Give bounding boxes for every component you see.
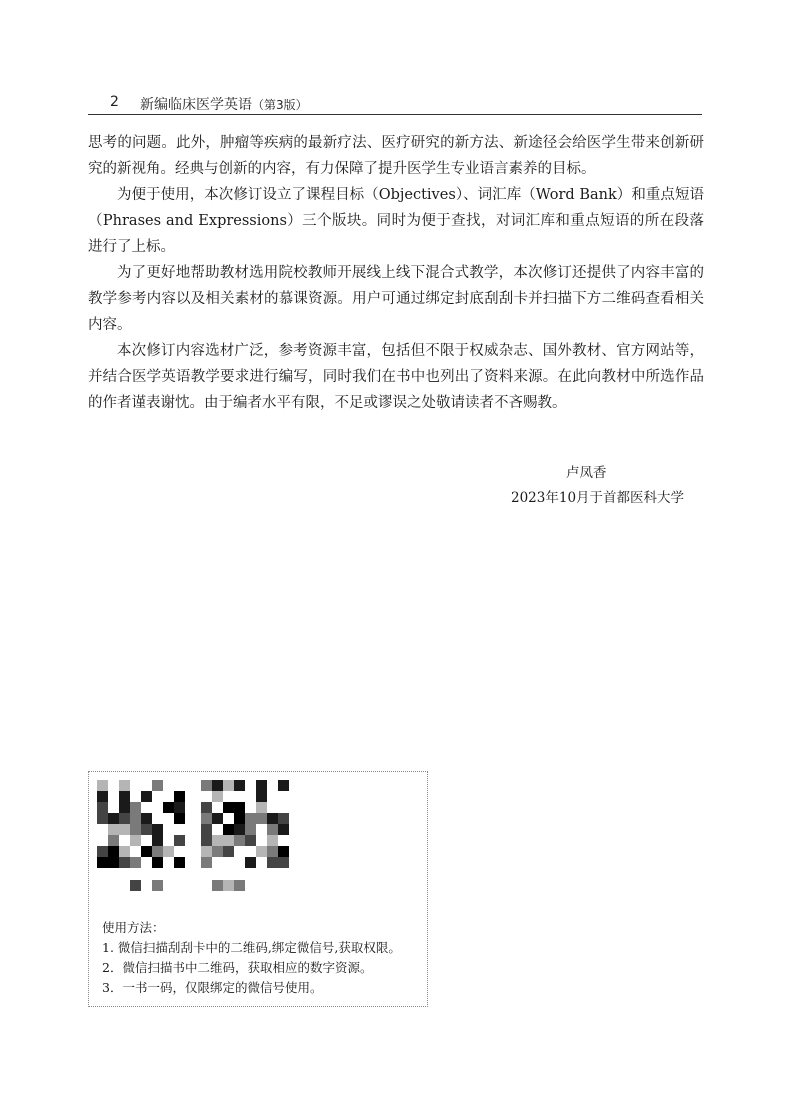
qr-pixel xyxy=(223,824,234,835)
qr-pixel xyxy=(97,791,108,802)
qr-code-panel xyxy=(88,771,428,1007)
qr-pixel xyxy=(234,802,245,813)
qr-pixel xyxy=(152,880,163,891)
qr-pixel xyxy=(152,780,163,791)
usage-step: 2．微信扫描书中二维码，获取相应的数字资源。 xyxy=(102,960,373,975)
qr-pixel xyxy=(201,802,212,813)
qr-pixel xyxy=(234,835,245,846)
usage-step: 1. 微信扫描刮刮卡中的二维码,绑定微信号,获取权限。 xyxy=(102,940,401,955)
qr-pixel xyxy=(223,835,234,846)
qr-pixel xyxy=(130,802,141,813)
qr-pixel xyxy=(201,824,212,835)
usage-step: 3．一书一码，仅限绑定的微信号使用。 xyxy=(102,980,323,995)
page-number: 2 xyxy=(110,94,119,110)
qr-pixel xyxy=(152,846,163,857)
qr-pixel xyxy=(119,857,130,868)
qr-pixel xyxy=(212,846,223,857)
qr-pixel xyxy=(278,846,289,857)
qr-pixel xyxy=(245,857,256,868)
qr-pixel xyxy=(267,824,278,835)
qr-pixel xyxy=(141,824,152,835)
qr-pixel xyxy=(141,791,152,802)
qr-pixel xyxy=(201,846,212,857)
qr-pixel xyxy=(256,780,267,791)
paragraph-modules: 为便于使用，本次修订设立了课程目标（Objectives）、词汇库（Word Bank）和重点短语（Phrases and Expressions）三个版块。同时为便于查找，对词汇库和重点短语的所在段落进行了上标。 xyxy=(88,187,704,255)
qr-pixel xyxy=(267,846,278,857)
qr-pixel xyxy=(201,835,212,846)
qr-pixel xyxy=(163,802,174,813)
qr-pixel xyxy=(201,813,212,824)
qr-pixel xyxy=(174,802,185,813)
qr-pixel xyxy=(97,813,108,824)
qr-pixel xyxy=(119,846,130,857)
paragraph-continued: 思考的问题。此外，肿瘤等疾病的最新疗法、医疗研究的新方法、新途径会给医学生带来创新研究的新视角。经典与创新的内容，有力保障了提升医学生专业语言素养的目标。 xyxy=(88,135,704,177)
qr-pixel xyxy=(223,880,234,891)
qr-pixel xyxy=(234,824,245,835)
qr-pixel xyxy=(119,791,130,802)
qr-pixel xyxy=(223,846,234,857)
usage-instructions xyxy=(102,918,401,998)
qr-pixel xyxy=(278,813,289,824)
running-header xyxy=(88,92,702,115)
qr-pixel xyxy=(201,780,212,791)
qr-pixel xyxy=(245,824,256,835)
qr-pixel xyxy=(245,813,256,824)
qr-pixel xyxy=(130,824,141,835)
qr-pixel xyxy=(234,780,245,791)
qr-pixel xyxy=(119,813,130,824)
qr-pixel xyxy=(234,880,245,891)
signature-date: 2023年10月于首都医科大学 xyxy=(511,490,685,506)
qr-pixel xyxy=(256,846,267,857)
qr-pixel xyxy=(130,813,141,824)
qr-pixel xyxy=(141,813,152,824)
qr-pixel xyxy=(163,846,174,857)
qr-pixel xyxy=(108,813,119,824)
qr-pixel xyxy=(223,780,234,791)
qr-pixel xyxy=(108,824,119,835)
qr-pixel xyxy=(141,846,152,857)
qr-pixel xyxy=(212,780,223,791)
qr-pixel xyxy=(152,835,163,846)
qr-pixel xyxy=(119,802,130,813)
usage-heading: 使用方法： xyxy=(102,920,165,935)
qr-pixel xyxy=(108,835,119,846)
qr-pixel xyxy=(108,846,119,857)
qr-pixel xyxy=(212,791,223,802)
qr-pixel xyxy=(256,791,267,802)
qr-pixel xyxy=(256,802,267,813)
qr-pixel xyxy=(245,835,256,846)
qr-pixel xyxy=(130,835,141,846)
qr-pixel xyxy=(97,857,108,868)
qr-pixel xyxy=(152,857,163,868)
qr-pixel xyxy=(174,857,185,868)
preface-body xyxy=(88,130,704,416)
qr-pixel xyxy=(278,857,289,868)
qr-pixel xyxy=(119,824,130,835)
qr-pixel xyxy=(278,780,289,791)
paragraph-resources: 为了更好地帮助教材选用院校教师开展线上线下混合式教学，本次修订还提供了内容丰富的教学参考内容以及相关素材的慕课资源。用户可通过绑定封底刮刮卡并扫描下方二维码查看相关内容。 xyxy=(88,265,704,333)
qr-pixel xyxy=(130,880,141,891)
qr-pixel xyxy=(278,824,289,835)
qr-pixel xyxy=(108,857,119,868)
qr-pixel xyxy=(174,791,185,802)
qr-pixel xyxy=(174,813,185,824)
qr-pixel xyxy=(97,780,108,791)
qr-pixel xyxy=(223,802,234,813)
qr-pixel xyxy=(212,880,223,891)
qr-pixel xyxy=(212,813,223,824)
paragraph-acknowledgement: 本次修订内容选材广泛，参考资源丰富，包括但不限于权威杂志、国外教材、官方网站等，并结合医学英语教学要求进行编写，同时我们在书中也列出了资料来源。在此向教材中所选作品的作者谨表谢忱。由于编者水平有限，不足或谬误之处敬请读者不吝赐教。 xyxy=(88,343,704,411)
edition-label: （第3版） xyxy=(252,98,308,112)
qr-pixel xyxy=(152,824,163,835)
qr-pixel xyxy=(97,846,108,857)
qr-pixel xyxy=(267,835,278,846)
qr-pixel xyxy=(212,835,223,846)
author-signature: 卢凤香 xyxy=(566,465,607,481)
qr-pixel xyxy=(267,813,278,824)
qr-pixel xyxy=(234,813,245,824)
qr-pixel xyxy=(174,835,185,846)
qr-pixel xyxy=(201,857,212,868)
book-title-text: 新编临床医学英语 xyxy=(140,97,252,113)
qr-pixel xyxy=(130,857,141,868)
book-title xyxy=(140,94,308,114)
qr-pixel xyxy=(119,780,130,791)
qr-pixel xyxy=(97,802,108,813)
qr-pixel xyxy=(267,857,278,868)
qr-pixel xyxy=(256,813,267,824)
